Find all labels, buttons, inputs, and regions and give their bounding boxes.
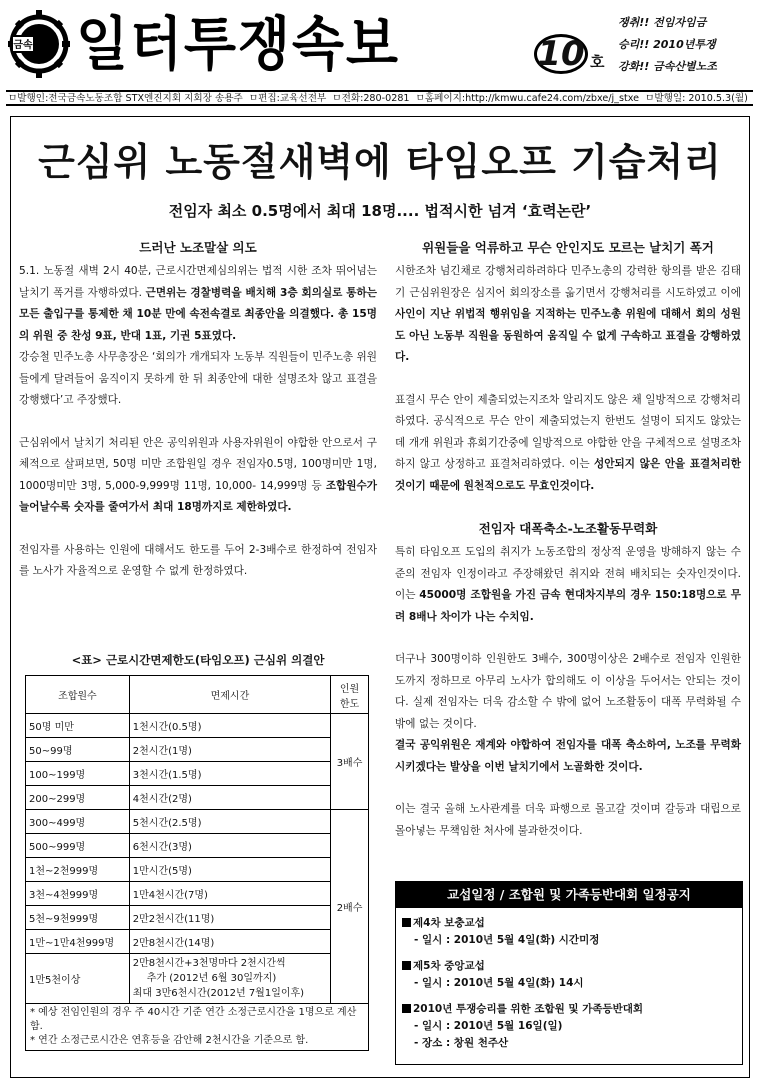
timeoff-table xyxy=(25,675,369,1051)
issue-badge xyxy=(534,34,605,74)
section-title: 위원들을 억류하고 무슨 안인지도 모르는 날치기 폭거 xyxy=(422,240,714,255)
paragraph-text: 5.1. 노동절 새벽 2시 40분, 근로시간면제심의위는 법적 시한 조차 뛰어넘는 날치기 폭거를 자행하였다. xyxy=(19,265,377,299)
notice-item xyxy=(402,1000,736,1052)
paragraph: 더구나 300명이하 인원한도 3배수, 300명이상은 2배수로 전임자 인원한도까지 정하므로 아무리 노사가 합의해도 이 이상을 두어서는 안되는 것이다. 실제 전임자는 더욱 감소할 수 밖에 없어 노조활동이 대폭 무력화될 수 밖에 없는 것이다. xyxy=(395,653,741,730)
table-cell-limit: 3배수 xyxy=(331,714,369,810)
table-row xyxy=(26,810,369,834)
paragraph xyxy=(19,433,377,519)
schedule-notice-box xyxy=(395,881,743,1065)
publication-info-bar xyxy=(6,90,753,106)
table-row xyxy=(26,882,369,906)
publisher: ㅁ발행인:전국금속노동조합 STX엔진지회 지회장 송용주 xyxy=(8,93,243,104)
subheadline: 전임자 최소 0.5명에서 최대 18명.... 법적시한 넘겨 ‘효력논란’ xyxy=(168,202,592,220)
logo-lettering: 금속 xyxy=(13,40,33,51)
table-cell-limit: 2배수 xyxy=(331,810,369,1004)
issue-suffix: 호 xyxy=(590,53,605,71)
homepage-link[interactable]: ㅁ홈페이지:http://kmwu.cafe24.com/zbxe/j_stxe xyxy=(415,93,639,104)
slogan-line: 승리!! 2010년투쟁 xyxy=(618,38,716,51)
table-cell: 50명 미만 xyxy=(26,714,130,738)
table-row xyxy=(26,714,369,738)
table-row xyxy=(26,906,369,930)
editor: ㅁ편집:교육선전부 xyxy=(248,93,327,104)
phone: ㅁ전화:280-0281 xyxy=(332,93,410,104)
table-row xyxy=(26,762,369,786)
paragraph-text: 표결시 무슨 안이 제출되었는지조차 알리지도 않은 채 일방적으로 강행처리하였다. 공식적으로 무슨 안이 제출되었는지 한번도 설명이 되지도 않았는데 개개 위원과 휴회기간중에 일방적으로 야합한 안을 구체적으로 설명조차 하지 않고 상정하고 표결처리하였다. 이는 xyxy=(395,393,741,470)
notice-item-title: 제4차 보충교섭 xyxy=(413,917,485,929)
paragraph xyxy=(19,261,377,347)
notice-item-detail: - 일시 : 2010년 5월 4일(화) 14시 xyxy=(414,977,584,989)
table-cell: 5천~9천999명 xyxy=(26,906,130,930)
table-cell: 3천시간(1.5명) xyxy=(129,762,330,786)
newsletter-title: 일터투쟁속보 xyxy=(76,10,400,78)
paragraph-highlight: 45000명 조합원을 가진 금속 현대차지부의 경우 150:18명으로 무려 8배나 차이가 나는 수치임. xyxy=(395,589,741,623)
notice-body xyxy=(396,908,742,1064)
table-caption: <표> 근로시간면제한도(타임오프) 근심위 의결안 xyxy=(71,653,325,667)
headline: 근심위 노동절새벽에 타임오프 기습처리 xyxy=(38,140,722,184)
table-header: 면제시간 xyxy=(129,676,330,714)
table-cell: 100~199명 xyxy=(26,762,130,786)
table-header-row xyxy=(26,676,369,714)
table-cell: 50~99명 xyxy=(26,738,130,762)
table-note: * 예상 전임인원의 경우 주 40시간 기준 연간 소정근로시간을 1명으로 계산함. xyxy=(30,1007,357,1032)
slogan-line: 쟁취!! 전임자임금 xyxy=(618,16,707,29)
paragraph: 이는 결국 올해 노사관계를 더욱 파행으로 몰고갈 것이며 갈등과 대립으로 몰아넣는 무책임한 처사에 불과한것이다. xyxy=(395,803,741,837)
notice-item xyxy=(402,914,736,949)
left-column xyxy=(19,237,377,604)
paragraph xyxy=(395,390,741,498)
table-row xyxy=(26,738,369,762)
paragraph-highlight: 사인이 지난 위법적 행위임을 지적하는 민주노총 위원에 대해서 회의 성원도 아닌 노동부 직원을 동원하여 움직일 수 없게 구속하고 표결을 강행하였다. xyxy=(395,308,741,363)
table-cell: 1만~1만4천999명 xyxy=(26,930,130,954)
table-row xyxy=(26,858,369,882)
slogan-line: 강화!! 금속산별노조 xyxy=(618,60,717,73)
notice-item-detail: - 장소 : 창원 천주산 xyxy=(414,1037,509,1049)
table-cell: 200~299명 xyxy=(26,786,130,810)
notice-item-title: 제5차 중앙교섭 xyxy=(413,960,485,972)
table-cell: 3천~4천999명 xyxy=(26,882,130,906)
table-cell: 1만시간(5명) xyxy=(129,858,330,882)
publish-date: ㅁ발행일: 2010.5.3(월) xyxy=(645,93,748,104)
paragraph-text: 근심위에서 날치기 처리된 안은 공익위원과 사용자위원이 야합한 안으로서 구체적으로 살펴보면, 50명 미만 조합원일 경우 전임자0.5명, 100명미만 1명, 1000명미만 3명, 5,000-9,999명 11명, 10,000- 14,999명 등 xyxy=(19,436,377,492)
paragraph-highlight: 조합원수가 늘어날수록 숫자를 줄여가서 최대 18명까지로 제한하였다. xyxy=(19,479,377,513)
section-title: 전임자 대폭축소-노조활동무력화 xyxy=(478,521,658,536)
table-cell: 1천시간(0.5명) xyxy=(129,714,330,738)
slogans xyxy=(618,12,717,78)
section-title: 드러난 노조말살 의도 xyxy=(139,240,257,255)
notice-item-detail: - 일시 : 2010년 5월 4일(화) 시간미정 xyxy=(414,934,600,946)
paragraph-highlight: 근면위는 경찰병력을 배치해 3층 회의실로 통하는 모든 출입구를 통제한 채 10분 만에 속전속결로 최종안을 의결했다. 총 15명의 위원 중 찬성 9표, 반대 1표, 기권 5표였다. xyxy=(19,286,377,342)
table-cell: 1만4천시간(7명) xyxy=(129,882,330,906)
table-note: * 연간 소정근로시간은 연휴등을 감안해 2천시간을 기준으로 함. xyxy=(30,1035,309,1046)
issue-number: 10 xyxy=(534,34,588,74)
table-cell: 4천시간(2명) xyxy=(129,786,330,810)
paragraph xyxy=(395,261,741,369)
table-cell: 6천시간(3명) xyxy=(129,834,330,858)
paragraph-text: 특히 타임오프 도입의 취지가 노동조합의 정상적 운영을 방해하지 않는 수준의 전임자 인정이라고 주장해왔던 취지와 전혀 배치되는 숫자인것이다. 이는 xyxy=(395,546,741,601)
table-row xyxy=(26,834,369,858)
bullet-square-icon xyxy=(402,1004,411,1013)
right-column xyxy=(395,237,741,863)
table-cell: 5천시간(2.5명) xyxy=(129,810,330,834)
table-row xyxy=(26,930,369,954)
paragraph-text: 시한조차 넘긴채로 강행처리하려하다 민주노총의 강력한 항의를 받은 김태기 근심위원장은 심지어 회의장소를 옮기면서 강행처리를 시도하였고 이에 xyxy=(395,265,741,299)
notice-item-title: 2010년 투쟁승리를 위한 조합원 및 가족등반대회 xyxy=(413,1003,644,1015)
bullet-square-icon xyxy=(402,961,411,970)
table-cell: 1만5천이상 xyxy=(26,954,130,1004)
article-frame xyxy=(10,116,750,1078)
notice-item-detail: - 일시 : 2010년 5월 16일(일) xyxy=(414,1020,563,1032)
table-note-row xyxy=(26,1004,369,1051)
masthead xyxy=(6,4,753,90)
table-cell: 2만2천시간(11명) xyxy=(129,906,330,930)
union-logo-icon xyxy=(8,8,70,80)
table-row xyxy=(26,786,369,810)
table-cell: 2천시간(1명) xyxy=(129,738,330,762)
table-cell: 300~499명 xyxy=(26,810,130,834)
bullet-square-icon xyxy=(402,918,411,927)
table-cell: 2만8천시간(14명) xyxy=(129,930,330,954)
table-cell: 500~999명 xyxy=(26,834,130,858)
paragraph-highlight: 성안되지 않은 안을 표결처리한 것이기 때문에 원천적으로도 무효인것이다. xyxy=(395,458,741,492)
table-cell: 1천~2천999명 xyxy=(26,858,130,882)
table-header: 조합원수 xyxy=(26,676,130,714)
notice-item xyxy=(402,957,736,992)
table-header: 인원 한도 xyxy=(331,676,369,714)
paragraph xyxy=(395,542,741,628)
paragraph: 전임자를 사용하는 인원에 대해서도 한도를 두어 2-3배수로 한정하여 전임자를 노사가 자율적으로 운영할 수 없게 한정하였다. xyxy=(19,543,377,577)
paragraph: 강승철 민주노총 사무총장은 ‘회의가 개개되자 노동부 직원들이 민주노총 위원들에게 달려들어 움직이지 못하게 한 뒤 최종안에 대한 설명조차 않고 표결을 강행했다’고 주장했다. xyxy=(19,351,377,406)
table-cell-line: 최대 3만6천시간(2012년 7월1일이후) xyxy=(132,988,305,999)
table-cell-line: 추가 (2012년 6월 30일까지) xyxy=(146,973,277,984)
table-notes xyxy=(26,1004,369,1051)
table-cell-multiline xyxy=(129,954,330,1004)
table-row xyxy=(26,954,369,1004)
notice-title: 교섭일정 / 조합원 및 가족등반대회 일정공지 xyxy=(396,882,742,908)
paragraph-highlight: 결국 공익위원은 재계와 야합하여 전임자를 대폭 축소하여, 노조를 무력화시키겠다는 발상을 이번 날치기에서 노골화한 것이다. xyxy=(395,739,741,773)
table-cell-line: 2만8천시간+3천명마다 2천시간씩 xyxy=(132,958,286,969)
